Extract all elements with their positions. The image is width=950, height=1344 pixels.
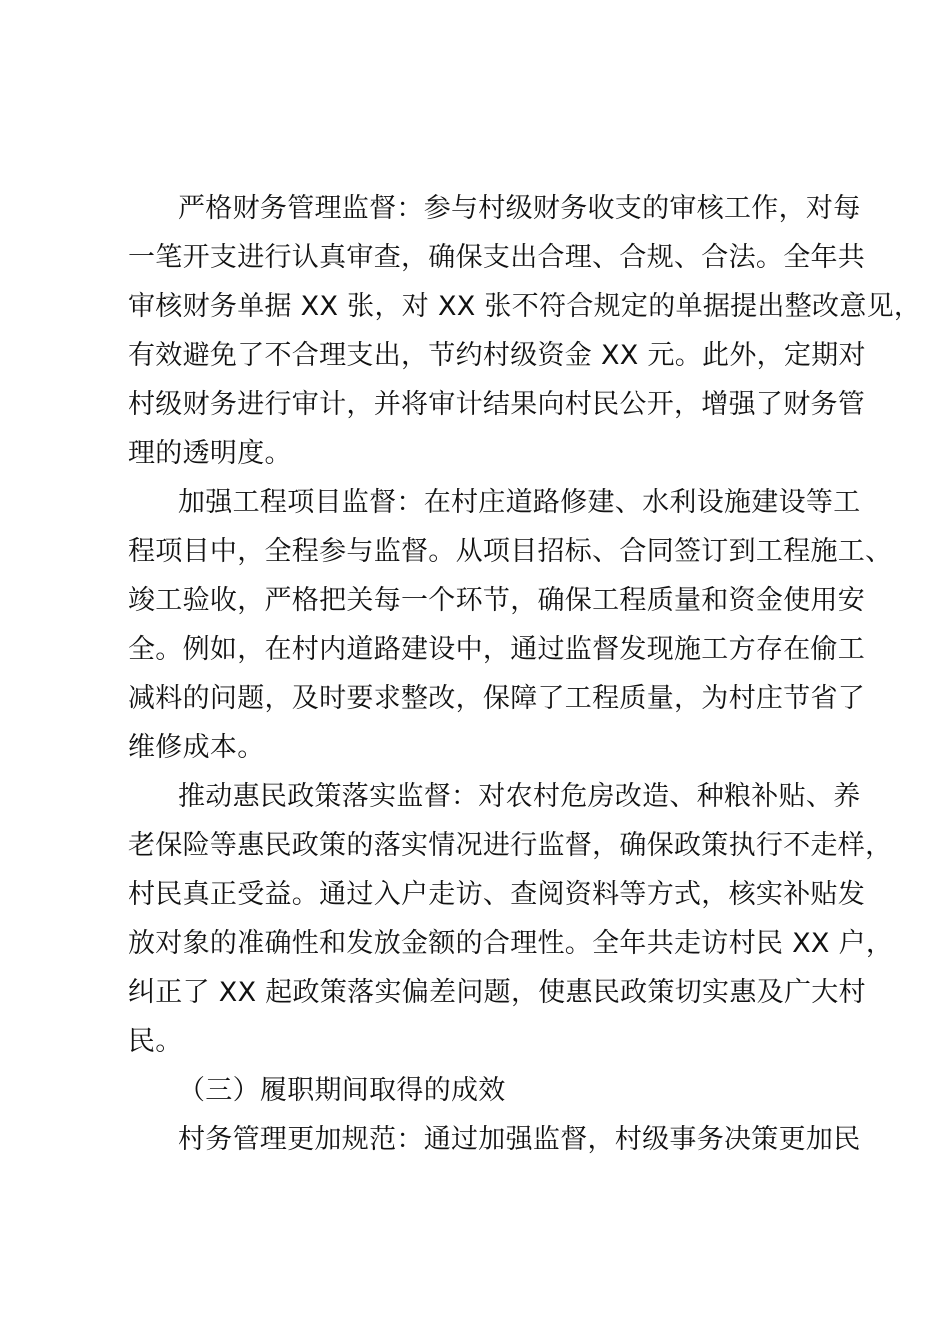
text-line: 放对象的准确性和发放金额的合理性。全年共走访村民 XX 户， <box>128 928 894 959</box>
text-line: 严格财务管理监督：参与村级财务收支的审核工作，对每 <box>178 193 861 224</box>
text-line: 村务管理更加规范：通过加强监督，村级事务决策更加民 <box>178 1124 861 1155</box>
paragraph-village-management <box>128 1115 861 1164</box>
text-line: 推动惠民政策落实监督：对农村危房改造、种粮补贴、养 <box>178 781 861 812</box>
text-line: 村民真正受益。通过入户走访、查阅资料等方式，核实补贴发 <box>128 879 866 910</box>
section-heading <box>128 1066 828 1115</box>
paragraph-project-supervision <box>128 478 893 772</box>
text-line: 一笔开支进行认真审查，确保支出合理、合规、合法。全年共 <box>128 242 866 273</box>
paragraph-policy-supervision <box>128 772 894 1066</box>
text-line: 减料的问题，及时要求整改，保障了工程质量，为村庄节省了 <box>128 683 866 714</box>
text-line: 理的透明度。 <box>128 438 292 469</box>
heading-line: （三）履职期间取得的成效 <box>178 1075 506 1106</box>
body-text <box>128 184 922 1164</box>
text-line: 民。 <box>128 1026 183 1057</box>
text-line: 审核财务单据 XX 张，对 XX 张不符合规定的单据提出整改意见， <box>128 291 922 322</box>
text-line: 程项目中，全程参与监督。从项目招标、合同签订到工程施工、 <box>128 536 893 567</box>
text-line: 有效避免了不合理支出，节约村级资金 XX 元。此外，定期对 <box>128 340 866 371</box>
text-line: 竣工验收，严格把关每一个环节，确保工程质量和资金使用安 <box>128 585 866 616</box>
text-line: 全。例如，在村内道路建设中，通过监督发现施工方存在偷工 <box>128 634 866 665</box>
text-line: 纠正了 XX 起政策落实偏差问题，使惠民政策切实惠及广大村 <box>128 977 866 1008</box>
paragraph-finance-supervision <box>128 184 922 478</box>
text-line: 老保险等惠民政策的落实情况进行监督，确保政策执行不走样， <box>128 830 893 861</box>
text-line: 维修成本。 <box>128 732 265 763</box>
text-line: 村级财务进行审计，并将审计结果向村民公开，增强了财务管 <box>128 389 866 420</box>
text-line: 加强工程项目监督：在村庄道路修建、水利设施建设等工 <box>178 487 861 518</box>
